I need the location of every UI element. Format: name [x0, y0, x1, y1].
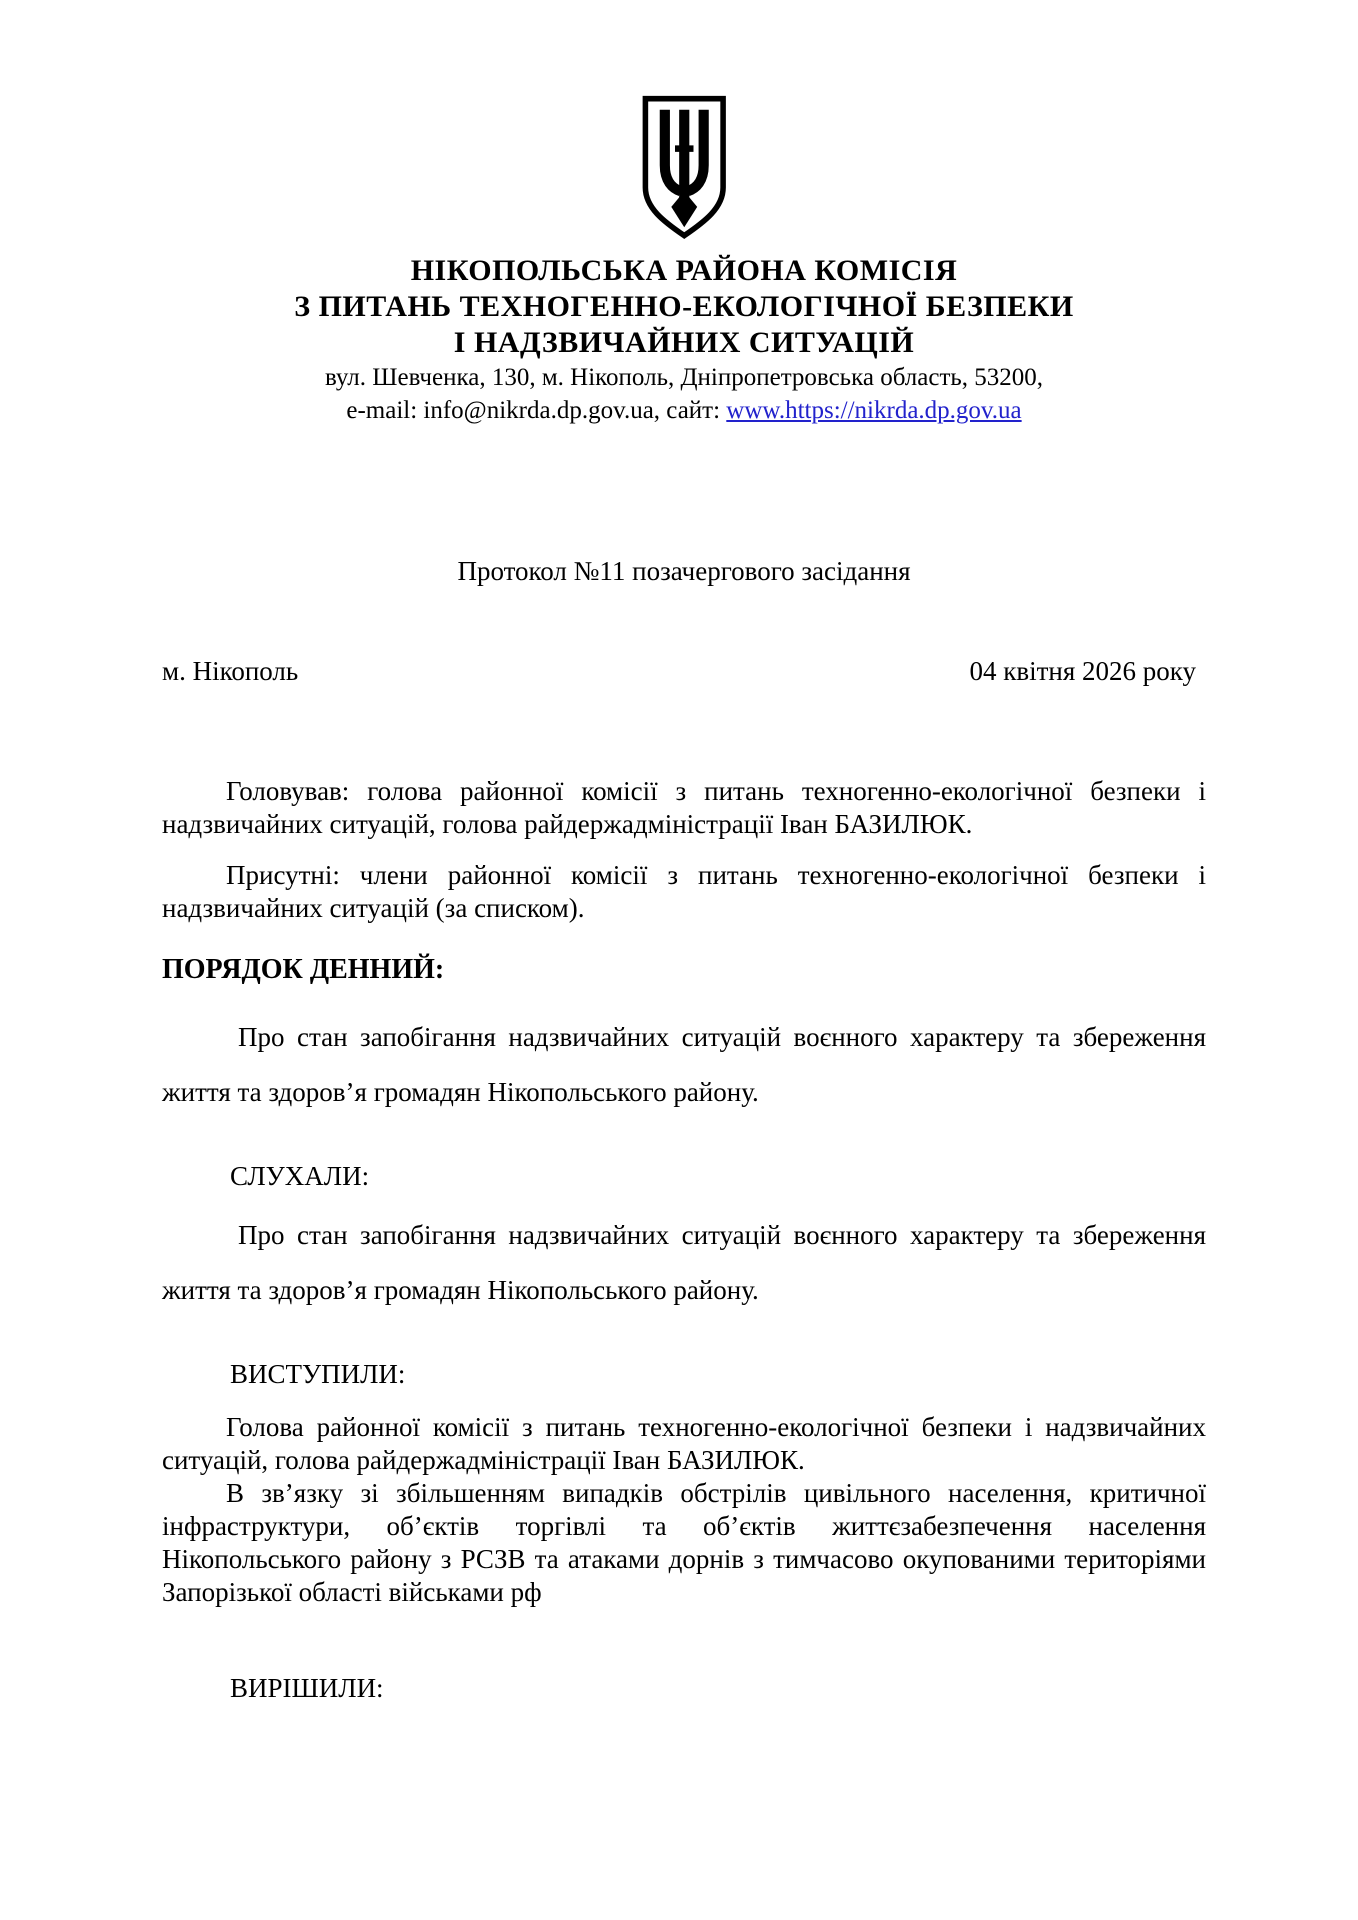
org-address-block — [162, 361, 1206, 427]
org-name — [162, 253, 1206, 361]
spoke-paragraph-1: Голова районної комісії з питань техногенно-екологічної безпеки і надзвичайних ситуацій, голова райдержадміністрації Іван БАЗИЛЮК. — [162, 1412, 1206, 1475]
agenda-heading: ПОРЯДОК ДЕННИЙ: — [162, 954, 445, 985]
protocol-title: Протокол №11 позачергового засідання — [457, 556, 911, 586]
org-name-line2: З ПИТАНЬ ТЕХНОГЕННО-ЕКОЛОГІЧНОЇ БЕЗПЕКИ — [294, 290, 1074, 323]
protocol-place: м. Нікополь — [162, 656, 299, 686]
org-website-link[interactable]: www.https://nikrda.dp.gov.ua — [726, 397, 1022, 424]
org-address-line: вул. Шевченка, 130, м. Нікополь, Дніпропетровська область, 53200, — [324, 364, 1044, 391]
present-paragraph: Присутні: члени районної комісії з питань техногенно-екологічної безпеки і надзвичайних ситуацій (за списком). — [162, 860, 1206, 923]
agenda-paragraph: Про стан запобігання надзвичайних ситуацій воєнного характеру та збереження життя та здоров’я громадян Нікопольського району. — [162, 1022, 1206, 1107]
heard-paragraph: Про стан запобігання надзвичайних ситуацій воєнного характеру та збереження життя та здоров’я громадян Нікопольського району. — [162, 1220, 1206, 1305]
place-date-row — [162, 655, 1206, 688]
ukraine-trident-icon — [638, 95, 731, 243]
org-contact-prefix: e-mail: info@nikrda.dp.gov.ua, сайт: — [346, 397, 727, 424]
heard-heading: СЛУХАЛИ: — [230, 1161, 370, 1191]
spoke-paragraph-2: В зв’язку зі збільшенням випадків обстрілів цивільного населення, критичної інфраструктури, об’єктів торгівлі та об’єктів життєзабезпечення населення Нікопольського району з РСЗВ та атаками дорнів з тимчасово окупованими територіями Запорізької області військами рф — [162, 1478, 1206, 1607]
chaired-paragraph: Головував: голова районної комісії з питань техногенно-екологічної безпеки і надзвичайних ситуацій, голова райдержадміністрації Іван БАЗИЛЮК. — [162, 776, 1206, 839]
spoke-heading: ВИСТУПИЛИ: — [230, 1359, 406, 1389]
org-name-line1: НІКОПОЛЬСЬКА РАЙОНА КОМІСІЯ — [410, 254, 958, 287]
resolved-heading: ВИРІШИЛИ: — [230, 1673, 384, 1703]
org-contact-line — [162, 394, 1206, 427]
emblem-container — [162, 95, 1206, 243]
protocol-date: 04 квітня 2026 року — [969, 656, 1196, 686]
org-name-line3: І НАДЗВИЧАЙНИХ СИТУАЦІЙ — [453, 326, 915, 359]
